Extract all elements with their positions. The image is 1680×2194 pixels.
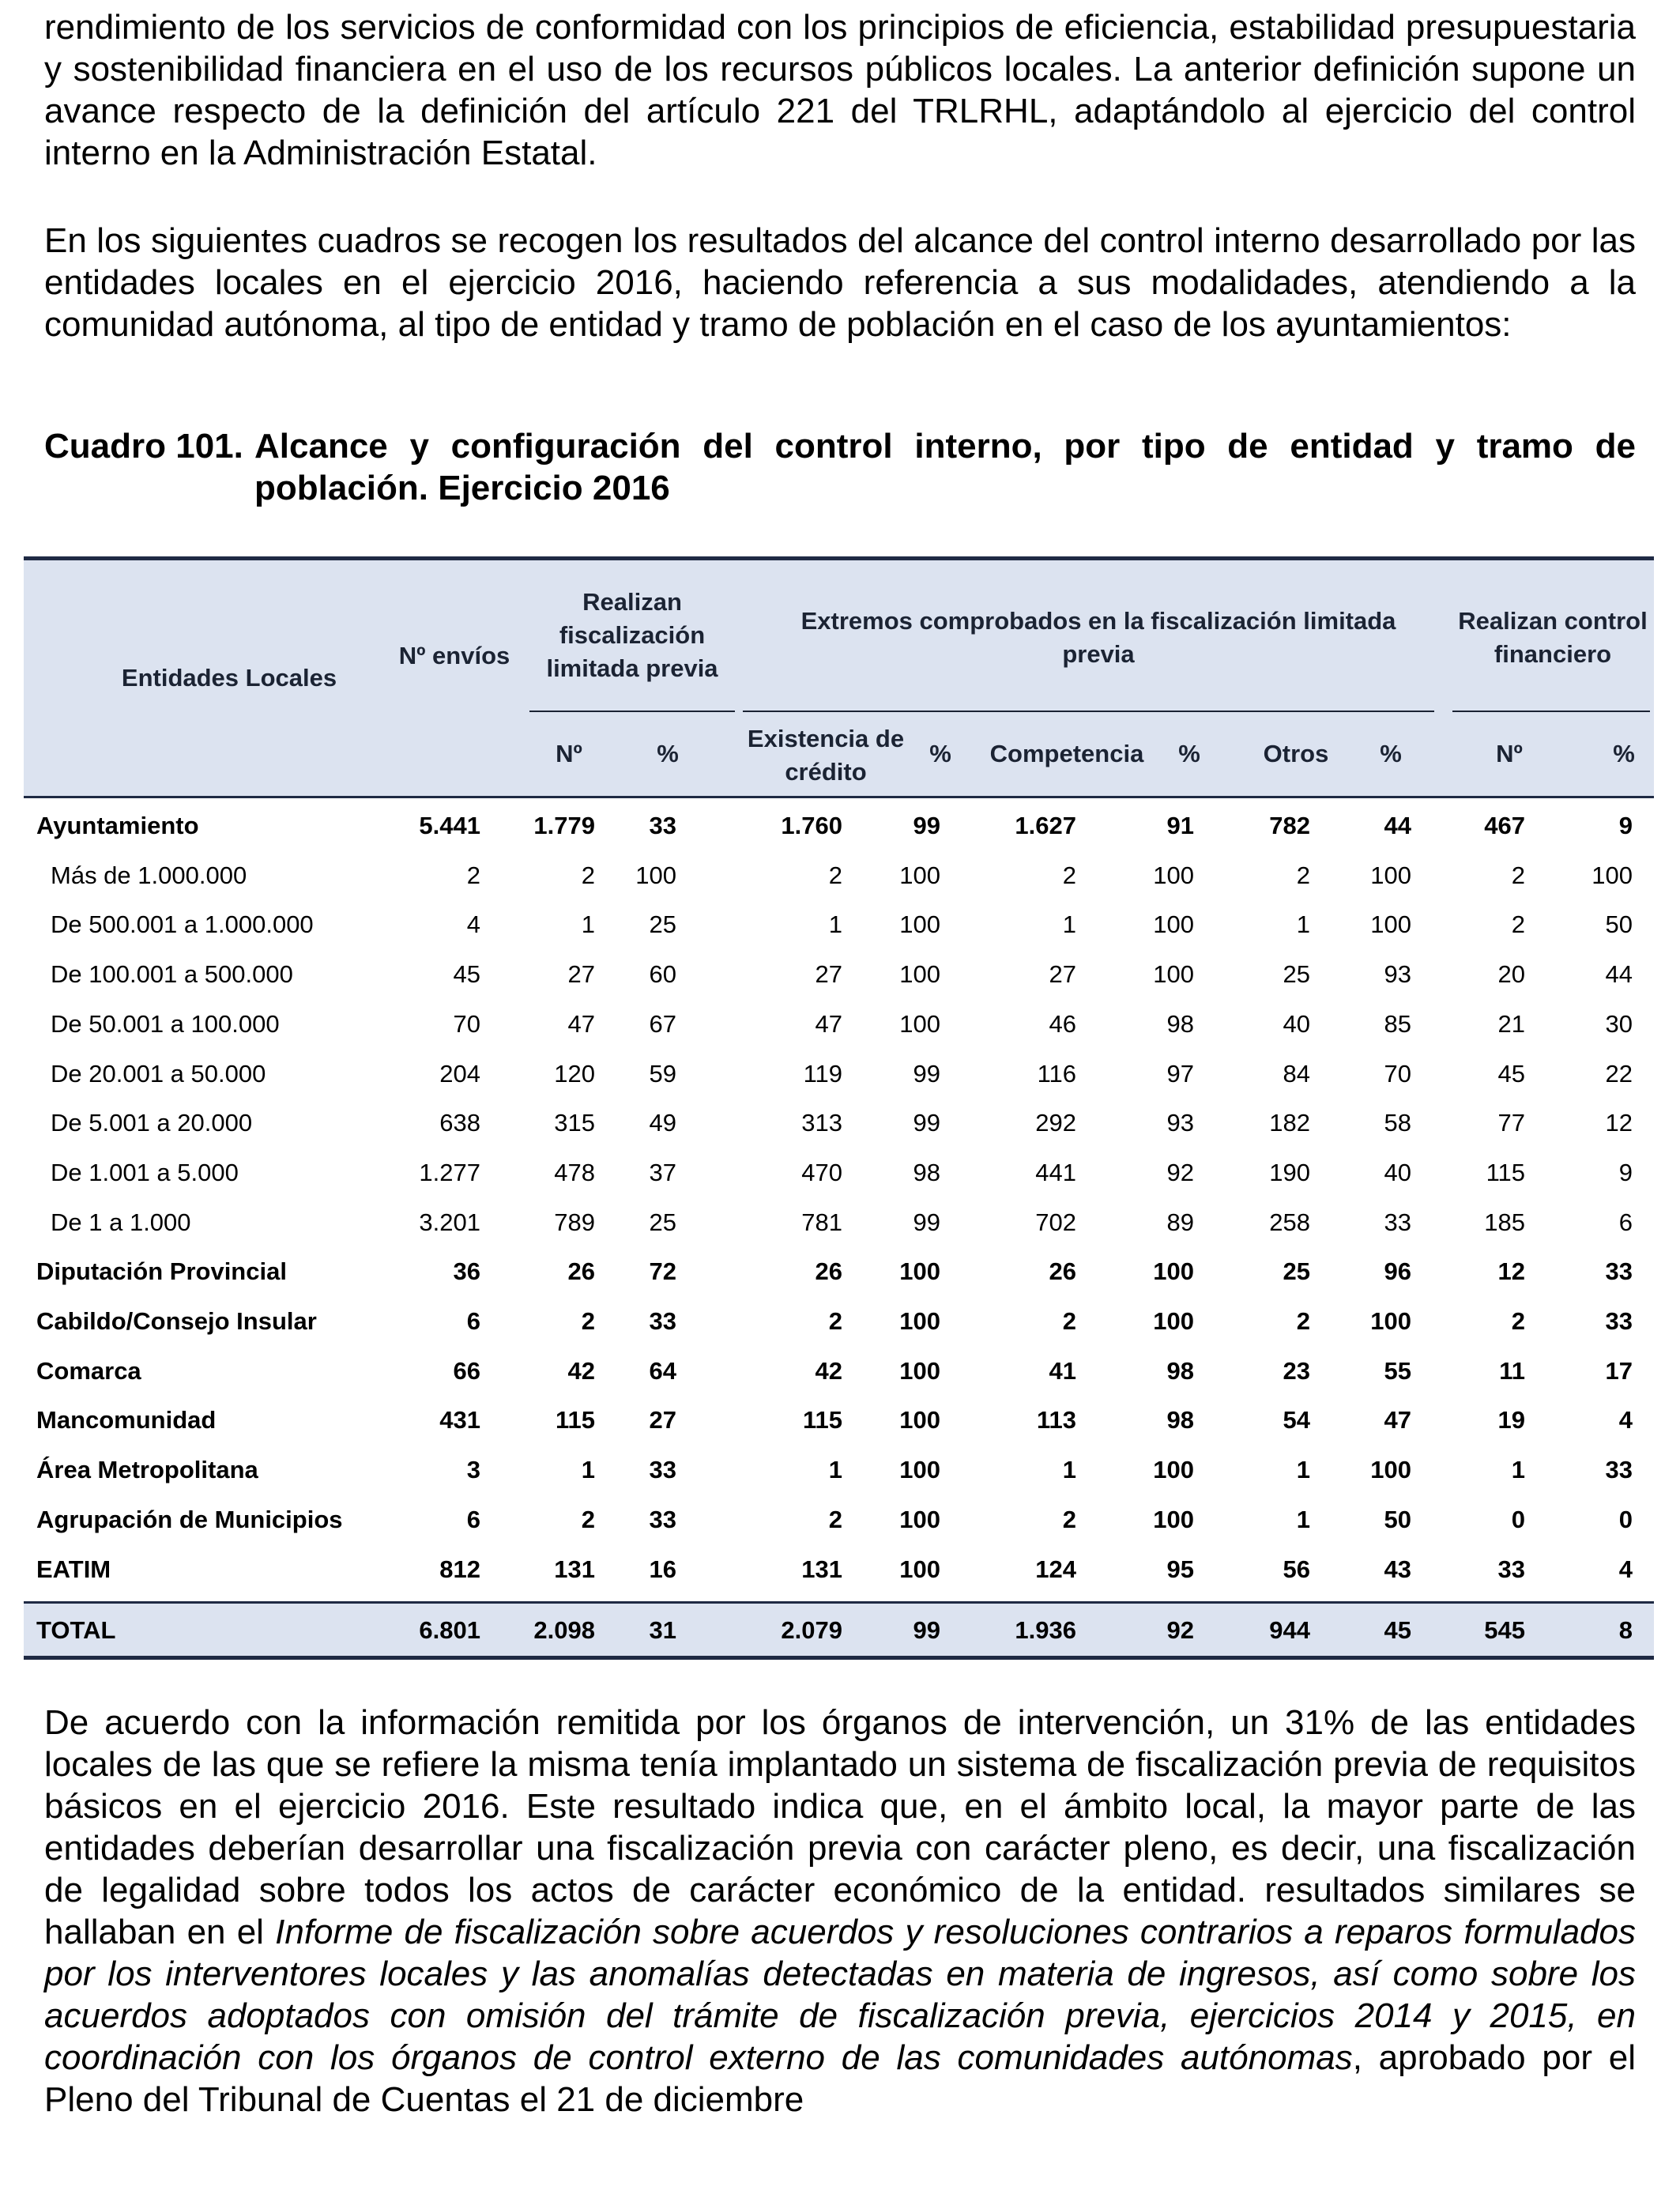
table-cell: 3 bbox=[466, 1456, 480, 1484]
table-cell: 9 bbox=[1618, 812, 1633, 839]
table-row bbox=[24, 1545, 1654, 1594]
header-envios: Nº envíos bbox=[398, 642, 510, 669]
row-label: De 100.001 a 500.000 bbox=[51, 960, 293, 989]
table-cell: 1 bbox=[828, 910, 842, 939]
table-cell: 84 bbox=[1283, 1059, 1310, 1088]
table-cell: 100 bbox=[1153, 1257, 1194, 1286]
table-cell: 190 bbox=[1269, 1158, 1310, 1186]
row-label: De 1.001 a 5.000 bbox=[51, 1158, 239, 1186]
row-label: De 500.001 a 1.000.000 bbox=[51, 910, 314, 939]
header-control-financiero: Realizan control financiero bbox=[1458, 607, 1648, 668]
header-underline bbox=[529, 711, 735, 712]
table-cell: 99 bbox=[913, 1616, 940, 1644]
table-cell: 26 bbox=[1049, 1257, 1076, 1286]
table-cell: 33 bbox=[649, 1456, 676, 1484]
table-cell: 2 bbox=[1511, 861, 1525, 889]
table-cell: 45 bbox=[1384, 1616, 1411, 1644]
header-competencia: Competencia bbox=[989, 740, 1144, 767]
table-cell: 2 bbox=[1296, 861, 1310, 889]
table-cell: 2 bbox=[1511, 910, 1525, 939]
table-row bbox=[24, 900, 1654, 949]
table-cell: 36 bbox=[453, 1257, 480, 1286]
table-row bbox=[24, 950, 1654, 999]
table-cell: 16 bbox=[649, 1555, 676, 1583]
table-cell: 100 bbox=[899, 1307, 940, 1335]
table-cell: 9 bbox=[1618, 1158, 1633, 1186]
table-cell: 47 bbox=[815, 1009, 842, 1038]
row-label: Agrupación de Municipios bbox=[36, 1505, 343, 1533]
table-cell: 44 bbox=[1384, 812, 1411, 839]
table-cell: 2 bbox=[1296, 1307, 1310, 1335]
table-row bbox=[24, 1495, 1654, 1544]
paragraph-cuadros: En los siguientes cuadros se recogen los resultados del alcance del control interno desarrollado por las entidades locales en el ejercicio 2016, haciendo referencia a sus modalidades, atendiendo a la comunidad autónoma, al tipo de entidad y tramo de población en el caso de los ayuntamientos: bbox=[44, 221, 1636, 344]
table-cell: 98 bbox=[913, 1158, 940, 1186]
table-row bbox=[24, 801, 1654, 850]
table-cell: 2 bbox=[828, 861, 842, 889]
table-cell: 33 bbox=[1605, 1307, 1633, 1335]
table-cell: 3.201 bbox=[419, 1208, 480, 1236]
table-cell: 441 bbox=[1035, 1158, 1076, 1186]
table-cell: 99 bbox=[913, 812, 940, 839]
table-cell: 115 bbox=[802, 1406, 842, 1434]
table-cell: 33 bbox=[1384, 1208, 1411, 1236]
table-cell: 702 bbox=[1035, 1208, 1076, 1236]
table-cell: 1.277 bbox=[419, 1158, 480, 1186]
table-cell: 40 bbox=[1283, 1009, 1310, 1038]
row-label: Diputación Provincial bbox=[36, 1257, 287, 1286]
table-cell: 100 bbox=[1153, 1456, 1194, 1484]
row-label: Más de 1.000.000 bbox=[51, 861, 247, 889]
table-cell: 97 bbox=[1166, 1059, 1194, 1088]
table-cell: 27 bbox=[567, 960, 595, 989]
table-cell: 60 bbox=[649, 960, 676, 989]
table-cell: 100 bbox=[635, 861, 676, 889]
data-table bbox=[24, 556, 1654, 1661]
paragraph-conclusion bbox=[44, 1702, 1636, 2120]
table-cell: 100 bbox=[1370, 861, 1411, 889]
table-cell: 100 bbox=[1153, 861, 1194, 889]
table-row bbox=[24, 1446, 1654, 1495]
table-cell: 47 bbox=[1384, 1406, 1411, 1434]
table-row bbox=[24, 1000, 1654, 1049]
table-cell: 2 bbox=[1062, 1307, 1076, 1335]
table-cell: 100 bbox=[1591, 861, 1633, 889]
table-cell: 812 bbox=[439, 1555, 480, 1583]
header-pct-competencia: % bbox=[1178, 740, 1200, 767]
table-cell: 70 bbox=[1384, 1059, 1411, 1088]
row-label: Área Metropolitana bbox=[36, 1456, 258, 1484]
table-cell: 1 bbox=[1511, 1456, 1525, 1484]
table-total-row bbox=[24, 1601, 1654, 1660]
table-cell: 100 bbox=[1370, 1456, 1411, 1484]
table-cell: 0 bbox=[1618, 1505, 1633, 1533]
table-cell: 2 bbox=[828, 1505, 842, 1533]
table-cell: 1.936 bbox=[1015, 1616, 1076, 1644]
table-cell: 19 bbox=[1497, 1406, 1525, 1434]
table-cell: 545 bbox=[1484, 1616, 1525, 1644]
table-cell: 115 bbox=[1486, 1158, 1525, 1186]
table-cell: 431 bbox=[439, 1406, 480, 1434]
table-cell: 313 bbox=[801, 1109, 842, 1137]
table-cell: 33 bbox=[649, 1307, 676, 1335]
table-cell: 40 bbox=[1384, 1158, 1411, 1186]
header-fiscalizacion-previa: Realizan fiscalización limitada previa bbox=[546, 588, 718, 682]
header-pct-existencia: % bbox=[929, 740, 951, 767]
header-n-control: Nº bbox=[1496, 740, 1523, 767]
header-underline bbox=[743, 711, 1434, 712]
table-cell: 2 bbox=[581, 1307, 595, 1335]
table-cell: 45 bbox=[1497, 1059, 1525, 1088]
paragraph-intro: rendimiento de los servicios de conformidad con los principios de eficiencia, estabilidad presupuestaria y sostenibilidad financiera en el uso de los recursos públicos locales. La anterior definición supone un avance respecto de la definición del artículo 221 del TRLRHL, adaptándolo al ejercicio del control interno en la Administración Estatal. bbox=[44, 8, 1636, 172]
table-row bbox=[24, 1198, 1654, 1247]
table-cell: 21 bbox=[1497, 1009, 1525, 1038]
table-cell: 55 bbox=[1384, 1356, 1411, 1385]
paragraph-text: , aprobado por el Pleno del Tribunal de Cuentas el 21 de diciembre bbox=[44, 2038, 1636, 2119]
header-underline bbox=[1452, 711, 1650, 712]
table-cell: 49 bbox=[649, 1109, 676, 1137]
table-cell: 99 bbox=[913, 1109, 940, 1137]
table-cell: 1 bbox=[1296, 910, 1310, 939]
table-row bbox=[24, 1148, 1654, 1197]
table-row bbox=[24, 1396, 1654, 1445]
table-cell: 31 bbox=[649, 1616, 676, 1644]
table-cell: 33 bbox=[649, 1505, 676, 1533]
header-pct-control: % bbox=[1613, 740, 1635, 767]
table-cell: 27 bbox=[815, 960, 842, 989]
table-cell: 185 bbox=[1484, 1208, 1525, 1236]
table-cell: 2 bbox=[466, 861, 480, 889]
table-cell: 100 bbox=[1153, 910, 1194, 939]
table-cell: 92 bbox=[1166, 1616, 1194, 1644]
table-cell: 2 bbox=[1511, 1307, 1525, 1335]
table-cell: 204 bbox=[439, 1059, 480, 1088]
table-cell: 115 bbox=[555, 1406, 595, 1434]
table-cell: 89 bbox=[1166, 1208, 1194, 1236]
table-cell: 6 bbox=[1618, 1208, 1633, 1236]
table-cell: 77 bbox=[1497, 1109, 1525, 1137]
table-cell: 2 bbox=[1062, 1505, 1076, 1533]
paragraph-text: De acuerdo con la información remitida por los órganos de intervención, un 31% de las entidades locales de las que se refiere la misma tenía implantado un sistema de fiscalización previa de requisitos básicos en el ejercicio 2016. Este resultado indica que, en el ámbito local, la mayor parte de las entidades deberían desarrollar una fiscalización previa con carácter pleno, es decir, una fiscalización de legalidad sobre todos los actos de carácter económico de la entidad. resultados similares se hallaban en el bbox=[44, 1703, 1636, 1951]
table-cell: 45 bbox=[453, 960, 480, 989]
table-cell: 100 bbox=[1153, 960, 1194, 989]
table-cell: 17 bbox=[1605, 1356, 1633, 1385]
table-cell: 119 bbox=[803, 1059, 842, 1088]
table-cell: 789 bbox=[554, 1208, 595, 1236]
table-cell: 11 bbox=[1499, 1356, 1525, 1385]
table-cell: 944 bbox=[1269, 1616, 1310, 1644]
table-cell: 42 bbox=[567, 1356, 595, 1385]
table-row bbox=[24, 851, 1654, 900]
header-otros: Otros bbox=[1263, 740, 1329, 767]
table-cell: 33 bbox=[1497, 1555, 1525, 1583]
table-cell: 12 bbox=[1497, 1257, 1525, 1286]
table-cell: 23 bbox=[1283, 1356, 1310, 1385]
row-label: Cabildo/Consejo Insular bbox=[36, 1307, 317, 1335]
table-cell: 26 bbox=[567, 1257, 595, 1286]
table-cell: 33 bbox=[649, 812, 676, 839]
row-label: De 1 a 1.000 bbox=[51, 1208, 191, 1236]
table-cell: 67 bbox=[649, 1009, 676, 1038]
row-label: Comarca bbox=[36, 1356, 141, 1385]
table-cell: 8 bbox=[1618, 1616, 1633, 1644]
table-cell: 100 bbox=[1153, 1307, 1194, 1335]
table-cell: 1 bbox=[581, 910, 595, 939]
table-cell: 43 bbox=[1384, 1555, 1411, 1583]
table-row bbox=[24, 1347, 1654, 1396]
table-cell: 20 bbox=[1497, 960, 1525, 989]
table-cell: 25 bbox=[649, 910, 676, 939]
caption-label: Cuadro 101. bbox=[44, 427, 243, 466]
table-cell: 25 bbox=[1283, 960, 1310, 989]
table-cell: 467 bbox=[1484, 812, 1525, 839]
table-cell: 100 bbox=[899, 1555, 940, 1583]
table-cell: 6 bbox=[466, 1505, 480, 1533]
table-cell: 12 bbox=[1605, 1109, 1633, 1137]
table-cell: 182 bbox=[1269, 1109, 1310, 1137]
table-cell: 72 bbox=[649, 1257, 676, 1286]
table-cell: 470 bbox=[801, 1158, 842, 1186]
table-cell: 100 bbox=[899, 960, 940, 989]
table-cell: 1 bbox=[1296, 1505, 1310, 1533]
table-cell: 2 bbox=[581, 1505, 595, 1533]
table-cell: 42 bbox=[815, 1356, 842, 1385]
table-cell: 116 bbox=[1037, 1059, 1076, 1088]
table-cell: 4 bbox=[1618, 1555, 1633, 1583]
header-n-fisc: Nº bbox=[556, 740, 582, 767]
table-cell: 2 bbox=[828, 1307, 842, 1335]
table-cell: 100 bbox=[899, 1505, 940, 1533]
table-cell: 54 bbox=[1283, 1406, 1310, 1434]
table-cell: 2 bbox=[1062, 861, 1076, 889]
table-cell: 1 bbox=[1062, 1456, 1076, 1484]
table-cell: 50 bbox=[1605, 910, 1633, 939]
table-cell: 1 bbox=[581, 1456, 595, 1484]
table-cell: 44 bbox=[1605, 960, 1633, 989]
table-cell: 70 bbox=[453, 1009, 480, 1038]
table-cell: 100 bbox=[899, 1356, 940, 1385]
table-cell: 100 bbox=[1153, 1505, 1194, 1533]
header-extremos: Extremos comprobados en la fiscalización limitada previa bbox=[800, 607, 1396, 668]
table-cell: 95 bbox=[1166, 1555, 1194, 1583]
table-cell: 100 bbox=[899, 1406, 940, 1434]
table-cell: 100 bbox=[899, 1456, 940, 1484]
table-cell: 781 bbox=[801, 1208, 842, 1236]
table-cell: 22 bbox=[1605, 1059, 1633, 1088]
table-cell: 1 bbox=[828, 1456, 842, 1484]
table-cell: 6 bbox=[466, 1307, 480, 1335]
row-label: TOTAL bbox=[36, 1616, 116, 1644]
table-cell: 100 bbox=[1370, 910, 1411, 939]
table-cell: 100 bbox=[899, 1009, 940, 1038]
table-cell: 6.801 bbox=[419, 1616, 480, 1644]
row-label: De 20.001 a 50.000 bbox=[51, 1059, 266, 1088]
table-cell: 315 bbox=[554, 1109, 595, 1137]
table-cell: 100 bbox=[899, 861, 940, 889]
table-cell: 782 bbox=[1269, 812, 1310, 839]
table-cell: 2.098 bbox=[533, 1616, 595, 1644]
table-cell: 33 bbox=[1605, 1456, 1633, 1484]
table-cell: 4 bbox=[1618, 1406, 1633, 1434]
table-cell: 258 bbox=[1269, 1208, 1310, 1236]
table-cell: 1.627 bbox=[1015, 812, 1076, 839]
table-cell: 93 bbox=[1166, 1109, 1194, 1137]
table-cell: 100 bbox=[899, 1257, 940, 1286]
row-label: De 50.001 a 100.000 bbox=[51, 1009, 280, 1038]
table-cell: 56 bbox=[1283, 1555, 1310, 1583]
row-label: EATIM bbox=[36, 1555, 111, 1583]
table-cell: 25 bbox=[649, 1208, 676, 1236]
table-cell: 46 bbox=[1049, 1009, 1076, 1038]
table-cell: 1.779 bbox=[533, 812, 595, 839]
table-row bbox=[24, 1099, 1654, 1148]
table-cell: 131 bbox=[554, 1555, 595, 1583]
table-cell: 100 bbox=[1370, 1307, 1411, 1335]
table-cell: 47 bbox=[567, 1009, 595, 1038]
table-cell: 26 bbox=[815, 1257, 842, 1286]
table-cell: 638 bbox=[439, 1109, 480, 1137]
table-cell: 120 bbox=[554, 1059, 595, 1088]
table-cell: 25 bbox=[1283, 1257, 1310, 1286]
table-cell: 0 bbox=[1511, 1505, 1525, 1533]
table-row bbox=[24, 1050, 1654, 1099]
table-cell: 92 bbox=[1166, 1158, 1194, 1186]
table-cell: 64 bbox=[649, 1356, 676, 1385]
table-cell: 30 bbox=[1605, 1009, 1633, 1038]
table-cell: 5.441 bbox=[419, 812, 480, 839]
table-header bbox=[24, 556, 1654, 798]
table-row bbox=[24, 1297, 1654, 1346]
table-cell: 27 bbox=[649, 1406, 676, 1434]
table-cell: 33 bbox=[1605, 1257, 1633, 1286]
table-cell: 58 bbox=[1384, 1109, 1411, 1137]
table-cell: 124 bbox=[1035, 1555, 1076, 1583]
table-cell: 478 bbox=[554, 1158, 595, 1186]
table-cell: 113 bbox=[1036, 1406, 1076, 1434]
table-cell: 41 bbox=[1049, 1356, 1076, 1385]
row-label: Mancomunidad bbox=[36, 1406, 217, 1434]
header-pct-otros: % bbox=[1380, 740, 1402, 767]
table-cell: 292 bbox=[1035, 1109, 1076, 1137]
table-cell: 98 bbox=[1166, 1406, 1194, 1434]
table-cell: 27 bbox=[1049, 960, 1076, 989]
caption-title: Alcance y configuración del control interno, por tipo de entidad y tramo de población. Ejercicio 2016 bbox=[254, 427, 1636, 507]
table-cell: 37 bbox=[649, 1158, 676, 1186]
table-cell: 85 bbox=[1384, 1009, 1411, 1038]
table-cell: 1 bbox=[1296, 1456, 1310, 1484]
table-cell: 96 bbox=[1384, 1257, 1411, 1286]
table-cell: 98 bbox=[1166, 1009, 1194, 1038]
table-cell: 50 bbox=[1384, 1505, 1411, 1533]
table-row bbox=[24, 1247, 1654, 1296]
report-title-italic: Informe de fiscalización sobre acuerdos y resoluciones contrarios a reparos formulados por los interventores locales y las anomalías detectadas en materia de ingresos, así como sobre los acuerdos adoptados con omisión del trámite de fiscalización previa, ejercicios 2014 y 2015, en coordinación con los órganos de control externo de las comunidades autónomas bbox=[44, 1913, 1636, 2077]
row-label: Ayuntamiento bbox=[36, 812, 199, 839]
table-cell: 98 bbox=[1166, 1356, 1194, 1385]
table-cell: 93 bbox=[1384, 960, 1411, 989]
table-cell: 1.760 bbox=[781, 812, 842, 839]
table-cell: 100 bbox=[899, 910, 940, 939]
table-cell: 99 bbox=[913, 1208, 940, 1236]
table-cell: 4 bbox=[466, 910, 480, 939]
row-label: De 5.001 a 20.000 bbox=[51, 1109, 253, 1137]
header-entidades: Entidades Locales bbox=[121, 664, 337, 692]
header-existencia: Existencia de crédito bbox=[747, 725, 905, 786]
table-cell: 1 bbox=[1062, 910, 1076, 939]
header-pct-fisc: % bbox=[657, 740, 679, 767]
table-cell: 91 bbox=[1166, 812, 1194, 839]
table-cell: 66 bbox=[453, 1356, 480, 1385]
table-cell: 99 bbox=[913, 1059, 940, 1088]
table-cell: 59 bbox=[649, 1059, 676, 1088]
table-cell: 2.079 bbox=[781, 1616, 842, 1644]
table-cell: 2 bbox=[581, 861, 595, 889]
table-cell: 131 bbox=[801, 1555, 842, 1583]
